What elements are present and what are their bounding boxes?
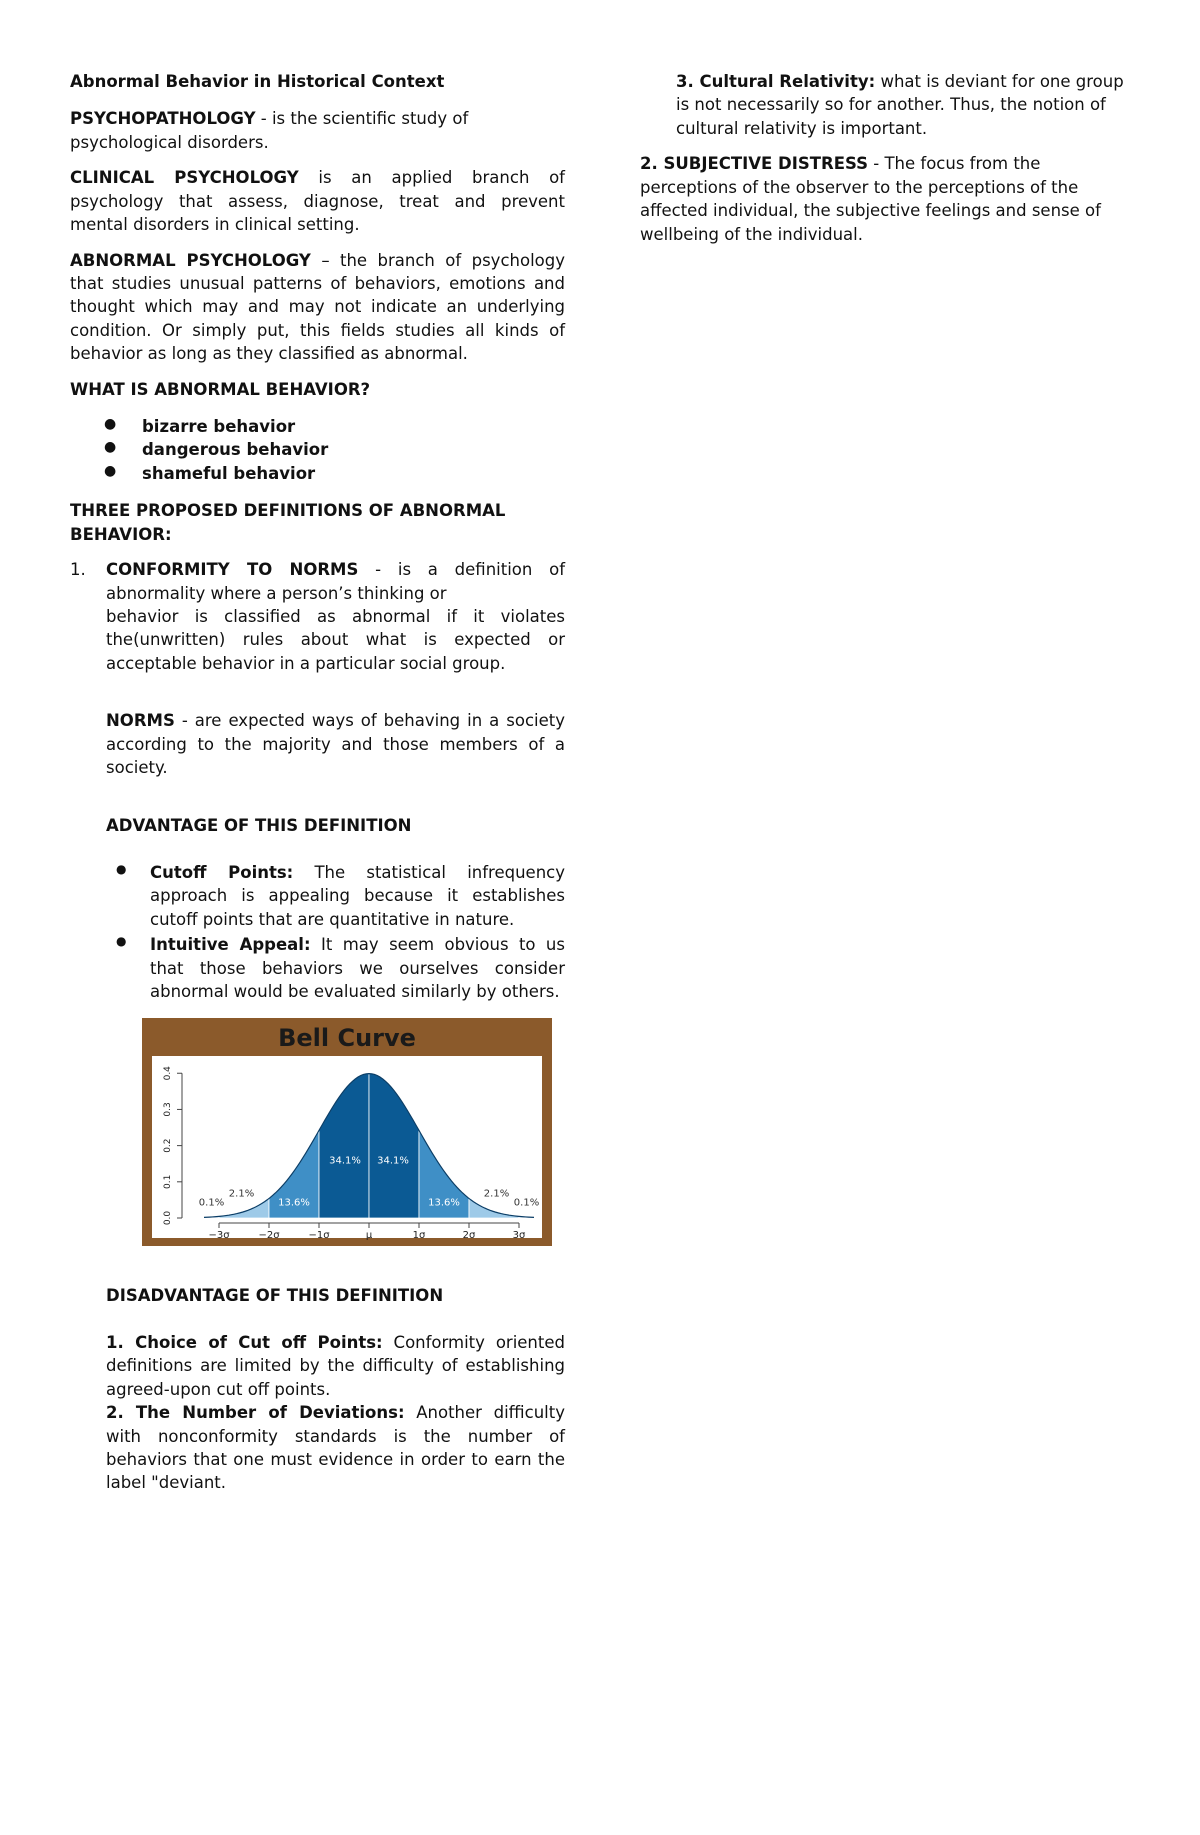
conformity-first-line xyxy=(106,558,565,605)
abnormal-text: – the branch of psychology that studies unusual patterns of behaviors, emotions and thought which may and may not indicate an underlying condition. Or simply put, this fields studies all kinds of behavior as long as they classified as abnormal. xyxy=(70,250,565,364)
region-label: 34.1% xyxy=(329,1155,361,1167)
disadvantage-text: Another difficulty with nonconformity standards is the number of behaviors that one must evidence in order to earn the label "deviant. xyxy=(106,1403,565,1493)
conformity-text-1: - is a definition of abnormality where a person’s thinking or xyxy=(106,560,566,603)
spacer xyxy=(70,1246,565,1284)
left-column xyxy=(70,70,565,1495)
advantage-list xyxy=(70,861,565,1004)
disadvantage-term: 1. Choice of Cut off Points: xyxy=(106,1332,383,1352)
disadvantage-item xyxy=(106,1331,565,1401)
region-label: 13.6% xyxy=(278,1196,310,1208)
x-tick-label: −1σ xyxy=(308,1229,330,1241)
disadvantage-heading: DISADVANTAGE OF THIS DEFINITION xyxy=(106,1285,444,1305)
abnormal-term: ABNORMAL PSYCHOLOGY xyxy=(70,250,311,270)
psychopathology-definition xyxy=(70,107,565,154)
list-item: ● dangerous behavior xyxy=(142,438,565,461)
region-label: 0.1% xyxy=(513,1196,540,1208)
clinical-term: CLINICAL PSYCHOLOGY xyxy=(70,168,299,188)
clinical-psychology-definition xyxy=(70,166,565,236)
subjective-term: 2. SUBJECTIVE DISTRESS xyxy=(640,154,869,174)
norms-term: NORMS xyxy=(106,711,175,731)
x-tick-label: −3σ xyxy=(208,1229,230,1241)
advantage-term: Cutoff Points: xyxy=(150,862,294,882)
y-tick-label: 0.1 xyxy=(163,1174,173,1189)
advantage-text: The statistical infrequency approach is appealing because it establishes cutoff points that are quantitative in nature. xyxy=(150,862,565,929)
right-column xyxy=(640,70,1140,258)
subjective-distress-definition xyxy=(640,152,1140,246)
region-label: 2.1% xyxy=(228,1187,255,1199)
region-label: 2.1% xyxy=(483,1187,510,1199)
norms-definition xyxy=(70,709,565,779)
cultural-relativity-definition xyxy=(676,70,1140,140)
abnormal-behavior-list xyxy=(70,415,565,485)
region-label: 13.6% xyxy=(428,1196,460,1208)
disadvantage-text: Conformity oriented definitions are limited by the difficulty of establishing agreed-upon cut off points. xyxy=(106,1332,565,1399)
x-tick-label: μ xyxy=(365,1229,373,1241)
x-tick-label: −2σ xyxy=(258,1229,280,1241)
three-definitions-heading: THREE PROPOSED DEFINITIONS OF ABNORMAL BEHAVIOR: xyxy=(70,501,506,544)
x-tick-label: 3σ xyxy=(512,1229,526,1241)
chart-title: Bell Curve xyxy=(278,1023,416,1052)
y-tick-label: 0.2 xyxy=(163,1137,173,1153)
conformity-text-2: behavior is classified as abnormal if it violates the(unwritten) rules about what is expected or acceptable behavior in a particular social group. xyxy=(106,607,565,673)
clinical-text: is an applied branch of psychology that assess, diagnose, treat and prevent mental disorders in clinical setting. xyxy=(70,168,565,235)
advantage-text: It may seem obvious to us that those behaviors we ourselves consider abnormal would be evaluated similarly by others. xyxy=(150,935,565,1002)
y-tick-label: 0.4 xyxy=(163,1065,173,1080)
psychopathology-text: - is the scientific study of psychological disorders. xyxy=(70,109,469,152)
list-item xyxy=(150,933,565,1003)
disadvantage-list xyxy=(70,1331,565,1495)
advantage-term: Intuitive Appeal: xyxy=(150,935,311,955)
conformity-term: CONFORMITY TO NORMS xyxy=(106,560,359,580)
spacer xyxy=(70,687,565,709)
cultural-relativity-block xyxy=(640,70,1140,140)
cultural-text: what is deviant for one group is not necessarily so for another. Thus, the notion of cultural relativity is important. xyxy=(676,72,1124,138)
psychopathology-term: PSYCHOPATHOLOGY xyxy=(70,109,256,129)
norms-text: - are expected ways of behaving in a society according to the majority and those members of a society. xyxy=(106,711,565,778)
list-item: ● shameful behavior xyxy=(142,462,565,485)
cultural-term: 3. Cultural Relativity: xyxy=(676,72,876,91)
advantage-heading: ADVANTAGE OF THIS DEFINITION xyxy=(106,815,412,835)
spacer xyxy=(70,851,565,861)
definition-conformity xyxy=(70,558,565,675)
spacer xyxy=(70,1321,565,1331)
disadvantage-term: 2. The Number of Deviations: xyxy=(106,1403,405,1423)
bell-curve-chart xyxy=(142,1018,552,1246)
list-item xyxy=(150,861,565,931)
definition-number: 1. xyxy=(70,560,86,580)
bell-curve-figure xyxy=(142,1018,552,1246)
subjective-text: - The focus from the perceptions of the observer to the perceptions of the affected individual, the subjective feelings and sense of wellbeing of the individual. xyxy=(640,154,1101,244)
spacer xyxy=(70,792,565,814)
what-is-abnormal-heading: WHAT IS ABNORMAL BEHAVIOR? xyxy=(70,379,371,399)
region-label: 34.1% xyxy=(377,1155,409,1167)
region-label: 0.1% xyxy=(198,1196,225,1208)
y-tick-label: 0.0 xyxy=(163,1210,173,1225)
list-item: ● bizarre behavior xyxy=(142,415,565,438)
document-title: Abnormal Behavior in Historical Context xyxy=(70,72,445,91)
y-tick-label: 0.3 xyxy=(163,1101,173,1117)
x-tick-label: 2σ xyxy=(462,1229,476,1241)
x-tick-label: 1σ xyxy=(412,1229,426,1241)
abnormal-psychology-definition xyxy=(70,249,565,366)
disadvantage-item xyxy=(106,1401,565,1495)
